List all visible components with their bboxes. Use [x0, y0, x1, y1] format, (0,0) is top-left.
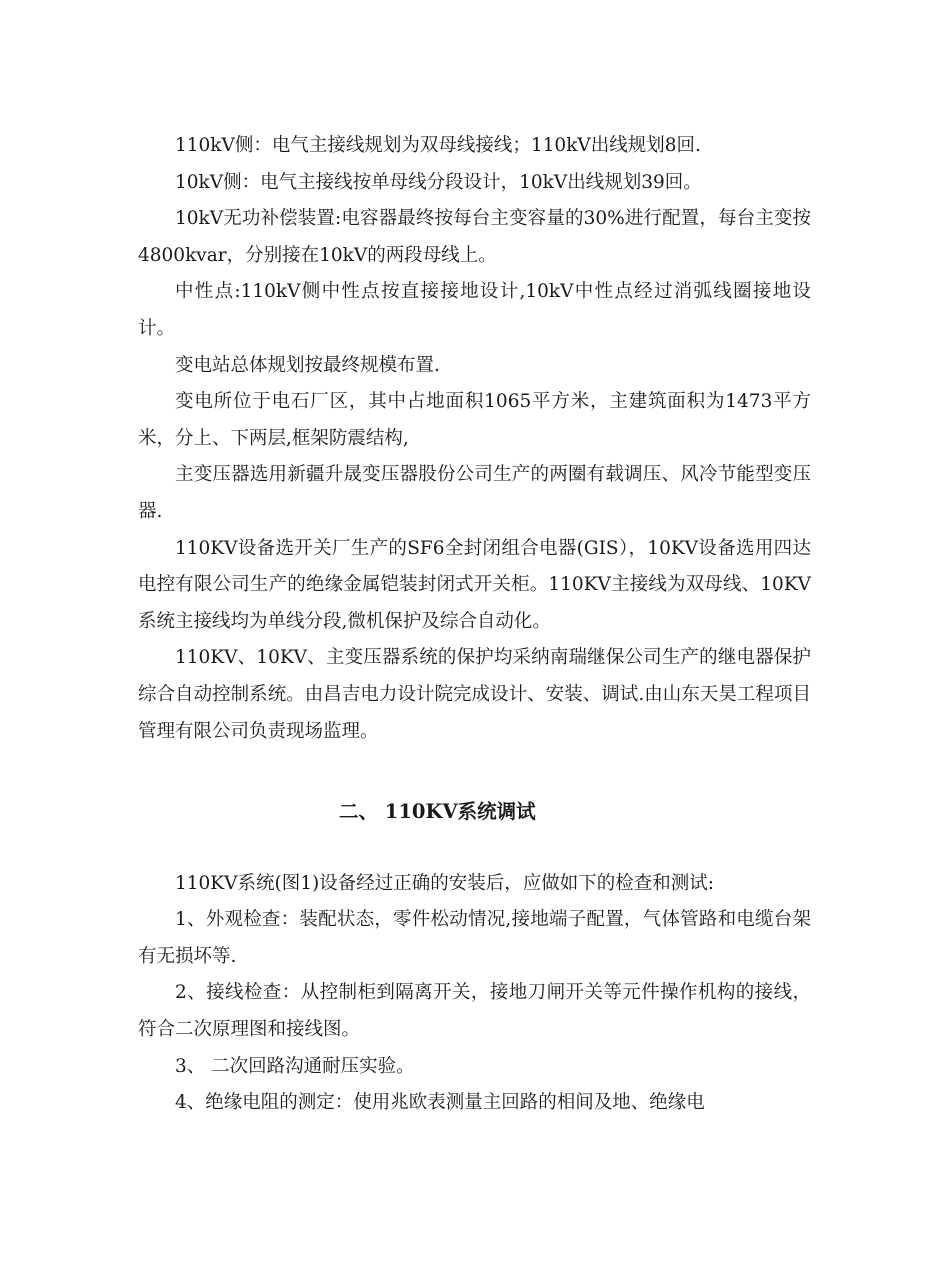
paragraph-visual-inspection: 1、外观检查：装配状态，零件松动情况,接地端子配置，气体管路和电缆台架有无损坏等.: [138, 909, 811, 967]
paragraph-wiring-check: 2、接线检查：从控制柜到隔离开关，接地刀闸开关等元件操作机构的接线，符合二次原理图和接线图。: [138, 982, 811, 1041]
paragraph-overall-plan: 变电站总体规划按最终规模布置.: [175, 354, 440, 376]
paragraph-system-intro: 110KV系统(图1)设备经过正确的安装后，应做如下的检查和测试:: [175, 872, 714, 894]
paragraph-neutral-point: 中性点:110kV侧中性点按直接接地设计,10kV中性点经过消弧线圈接地设计。: [138, 281, 811, 339]
paragraph-withstand-test: 3、 二次回路沟通耐压实验。: [175, 1055, 415, 1077]
paragraph-main-transformer: 主变压器选用新疆升晟变压器股份公司生产的两圈有载调压、风冷节能型变压器.: [138, 464, 811, 522]
spacer: [138, 750, 811, 794]
paragraph-110kv-side: 110kV侧：电气主接线规划为双母线接线；110kV出线规划8回.: [175, 135, 701, 156]
paragraph-insulation-resistance: 4、绝缘电阻的测定：使用兆欧表测量主回路的相间及地、绝缘电: [175, 1092, 705, 1114]
document-page: [138, 128, 811, 1122]
paragraph-location-area: 变电所位于电石厂区，其中占地面积1065平方米，主建筑面积为1473平方米，分上、下两层,框架防震结构,: [138, 391, 811, 449]
paragraph-protection: 110KV、10KV、主变压器系统的保护均采纳南瑞继保公司生产的继电器保护综合自动控制系统。由昌吉电力设计院完成设计、安装、调试.由山东天昊工程项目管理有限公司负责现场监理。: [138, 647, 811, 742]
paragraph-10kv-side: 10kV侧：电气主接线按单母线分段设计，10kV出线规划39回。: [175, 171, 702, 193]
section-heading: 二、 110KV系统调试: [339, 800, 536, 824]
paragraph-equipment: 110KV设备选开关厂生产的SF6全封闭组合电器(GIS），10KV设备选用四达电控有限公司生产的绝缘金属铠装封闭式开关柜。110KV主接线为双母线、10KV系统主接线均为单线分段,微机保护及综合自动化。: [138, 537, 811, 632]
spacer: [138, 831, 811, 866]
paragraph-reactive-compensation: 10kV无功补偿装置:电容器最终按每台主变容量的30%进行配置，每台主变按4800kvar，分别接在10kV的两段母线上。: [138, 208, 811, 266]
